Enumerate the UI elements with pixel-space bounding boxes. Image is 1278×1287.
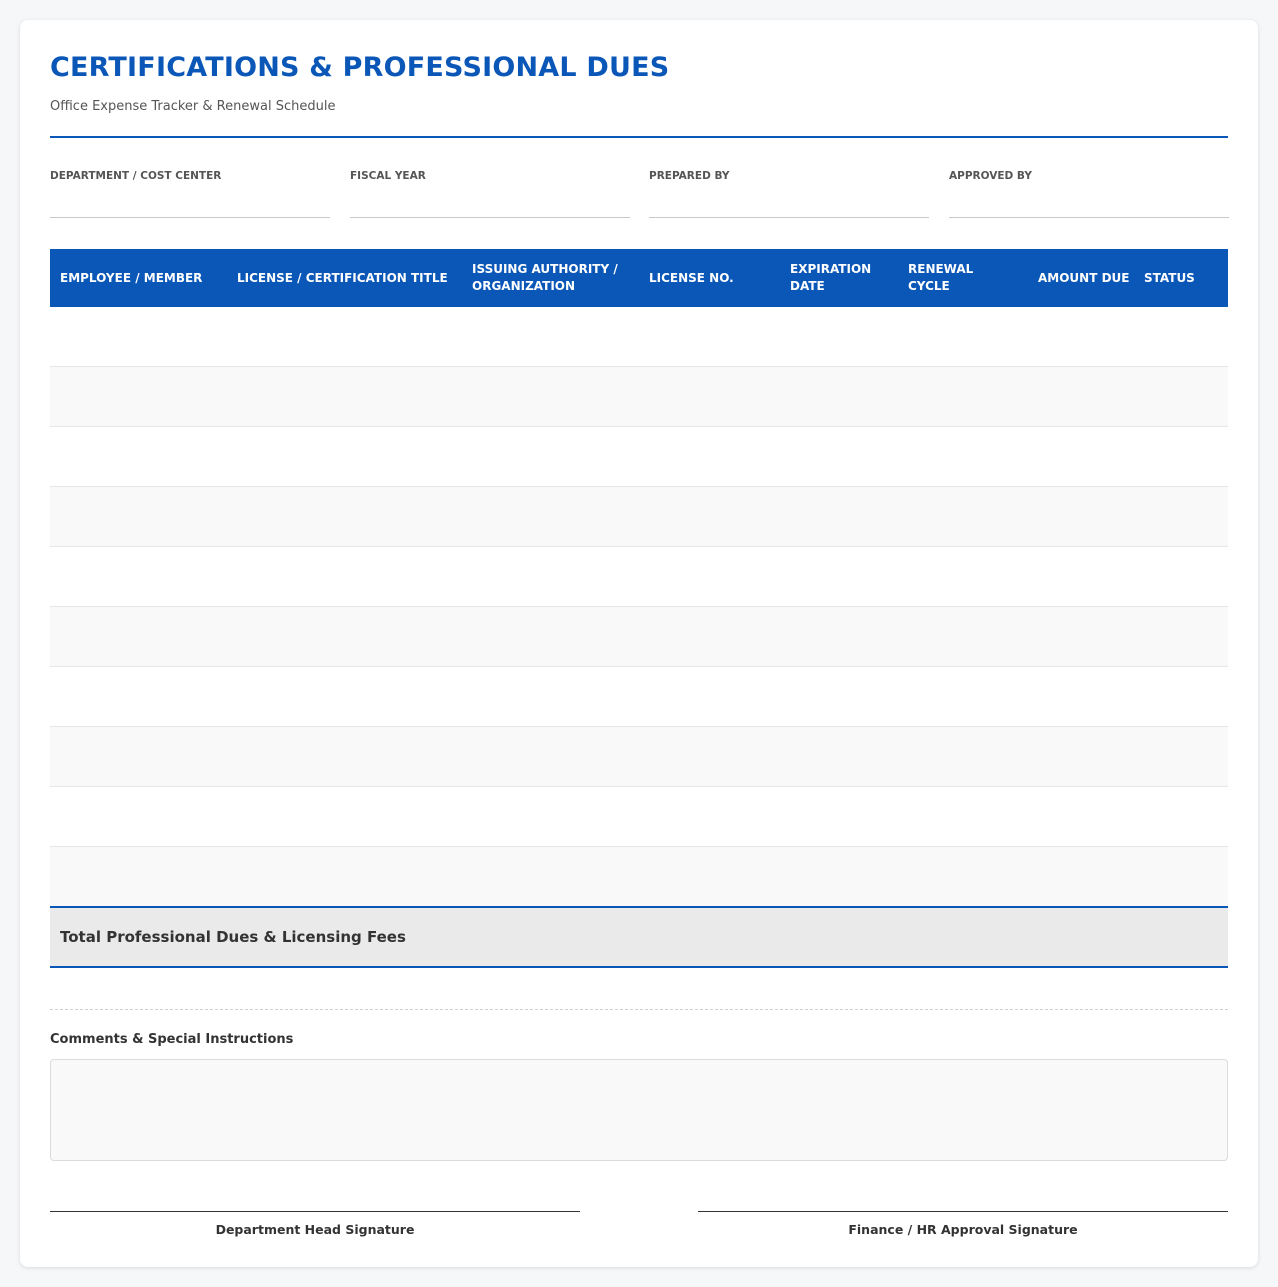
department-label: DEPARTMENT / COST CENTER — [50, 170, 222, 182]
form-card — [20, 20, 1258, 1267]
prepared-by-label: PREPARED BY — [649, 170, 730, 182]
col-employee: EMPLOYEE / MEMBER — [60, 270, 203, 285]
fiscal-year-label: FISCAL YEAR — [350, 170, 426, 182]
table-row[interactable] — [50, 847, 1228, 907]
col-expiration-date: EXPIRATION DATE — [790, 262, 872, 293]
signature-label: Department Head Signature — [215, 1222, 415, 1237]
table-row[interactable] — [50, 667, 1228, 727]
finance-hr-signature[interactable] — [698, 1211, 1228, 1237]
fiscal-year-input-line[interactable] — [350, 217, 630, 218]
fiscal-year-field[interactable] — [350, 170, 630, 182]
table-row[interactable] — [50, 487, 1228, 547]
title-divider — [50, 136, 1228, 138]
page-title: CERTIFICATIONS & PROFESSIONAL DUES — [50, 52, 670, 83]
col-issuing-authority: ISSUING AUTHORITY / ORGANIZATION — [472, 262, 618, 293]
signature-line[interactable] — [698, 1211, 1228, 1212]
signature-line[interactable] — [50, 1211, 580, 1212]
department-field[interactable] — [50, 170, 330, 182]
section-divider — [50, 1009, 1228, 1010]
page-subtitle: Office Expense Tracker & Renewal Schedule — [50, 99, 336, 114]
table-row[interactable] — [50, 367, 1228, 427]
total-label: Total Professional Dues & Licensing Fees — [60, 928, 406, 946]
table-row[interactable] — [50, 607, 1228, 667]
col-license-title: LICENSE / CERTIFICATION TITLE — [237, 270, 448, 285]
comments-textarea[interactable] — [50, 1059, 1228, 1161]
col-license-no: LICENSE NO. — [649, 270, 734, 285]
approved-by-field[interactable] — [949, 170, 1229, 182]
signature-label: Finance / HR Approval Signature — [848, 1222, 1078, 1237]
col-status: STATUS — [1144, 270, 1195, 285]
prepared-by-field[interactable] — [649, 170, 929, 182]
approved-by-input-line[interactable] — [949, 217, 1229, 218]
col-renewal-cycle: RENEWAL CYCLE — [908, 262, 974, 293]
comments-label: Comments & Special Instructions — [50, 1032, 294, 1047]
department-head-signature[interactable] — [50, 1211, 580, 1237]
prepared-by-input-line[interactable] — [649, 217, 929, 218]
table-row[interactable] — [50, 307, 1228, 367]
department-input-line[interactable] — [50, 217, 330, 218]
table-row[interactable] — [50, 787, 1228, 847]
approved-by-label: APPROVED BY — [949, 170, 1032, 182]
table-row[interactable] — [50, 547, 1228, 607]
table-row[interactable] — [50, 727, 1228, 787]
total-row — [50, 906, 1228, 968]
table-row[interactable] — [50, 427, 1228, 487]
col-amount-due: AMOUNT DUE — [1038, 270, 1130, 285]
table-header — [50, 249, 1228, 307]
